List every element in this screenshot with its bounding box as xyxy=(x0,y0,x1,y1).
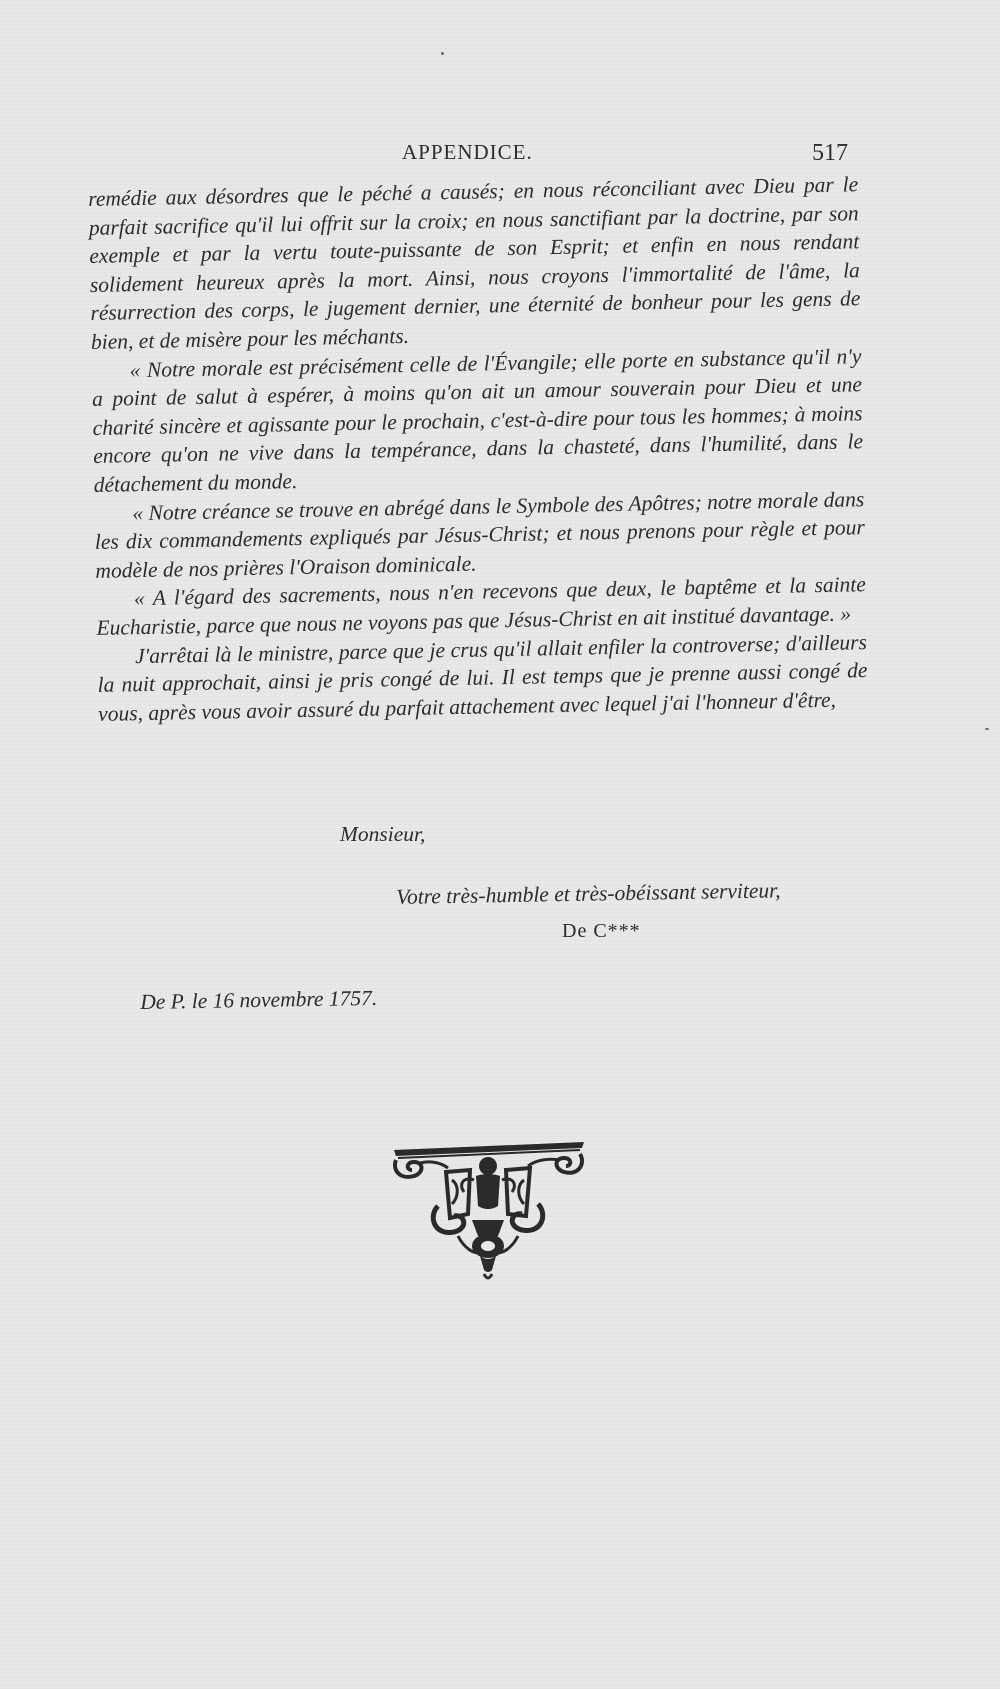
paragraph: « Notre créance se trouve en abrégé dans le Symbole des Apôtres; notre morale dans les dix commandements expliqués par Jésus-Christ; et nous prenons pour règle et pour modèle de nos prières l'Oraison dominicale. xyxy=(94,486,865,583)
running-title: APPENDICE. xyxy=(402,140,533,164)
running-head xyxy=(0,140,1000,170)
paragraph: « Notre morale est précisément celle de l'Évangile; elle porte en substance qu'il n'y a point de salut à espérer, à moins qu'on ait un amour souverain pour Dieu et une charité sincère et agissante pour le prochain, c'est-à-dire pour tous les hommes; à moins encore qu'on ne vive dans la tempérance, dans la chasteté, dans l'humilité, dans le détachement du monde. xyxy=(91,343,864,497)
salutation: Monsieur, xyxy=(340,822,426,846)
paper-speck xyxy=(441,52,444,55)
paragraph: J'arrêtai là le ministre, parce que je crus qu'il allait enfiler la controverse; d'ailleurs la nuit approchait, ainsi je pris congé de lui. Il est temps que je prenne aussi congé de vous, après vous avoir assuré du parfait attachement avec lequel j'ai l'honneur d'être, xyxy=(97,629,868,726)
cul-de-lampe-ornament-icon xyxy=(388,1136,588,1286)
body-text xyxy=(88,170,868,728)
dateline: De P. le 16 novembre 1757. xyxy=(140,985,378,1014)
page-number: 517 xyxy=(812,140,848,166)
paragraph: « A l'égard des sacrements, nous n'en recevons que deux, le baptême et la sainte Eucharistie, parce que nous ne voyons pas que Jésus-Christ en ait institué davantage. » xyxy=(96,572,867,640)
paragraph: remédie aux désordres que le péché a causés; en nous réconciliant avec Dieu par le parfait sacrifice qu'il lui offrit sur la croix; en nous sanctifiant par la doctrine, par son exemple et par la vertu toute-puissante de son Esprit; et enfin en nous rendant solidement heureux après la mort. Ainsi, nous croyons l'immortalité de l'âme, la résurrection des corps, le jugement dernier, une éternité de bonheur pour les gens de bien, et de misère pour les méchants. xyxy=(88,172,861,354)
paper-speck xyxy=(985,728,989,730)
signature: De C*** xyxy=(562,920,641,942)
closing-formula: Votre très-humble et très-obéissant serviteur, xyxy=(396,878,781,909)
